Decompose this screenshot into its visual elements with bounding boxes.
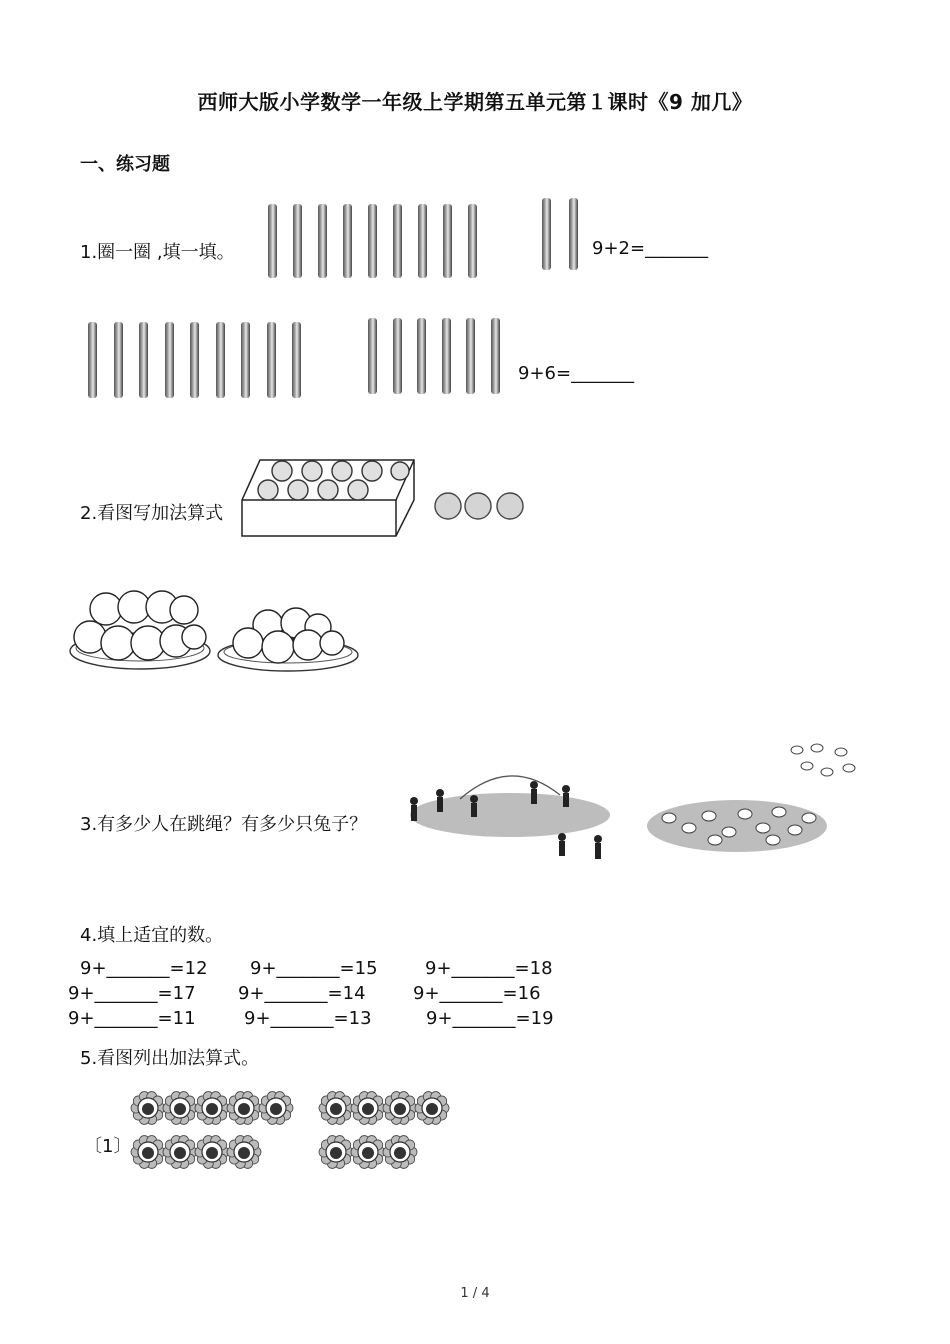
counting-stick <box>293 204 302 278</box>
flower-icon <box>163 1136 197 1169</box>
q4-row3-eq2: 9+_______=13 <box>244 1008 372 1029</box>
counting-stick <box>569 198 578 270</box>
q1-equation-1: 9+2=_______ <box>592 238 709 259</box>
flower-icon <box>383 1092 417 1125</box>
flower-icon <box>351 1136 385 1169</box>
q4-row1-eq2: 9+_______=15 <box>250 958 378 979</box>
counting-stick <box>442 318 451 394</box>
counting-stick <box>292 322 301 398</box>
rabbits-illustration <box>645 740 865 860</box>
counting-stick <box>393 318 402 394</box>
counting-stick <box>368 318 377 394</box>
ball-box-illustration <box>240 456 540 541</box>
counting-stick <box>491 318 500 394</box>
flower-icon <box>227 1136 261 1169</box>
counting-stick <box>443 204 452 278</box>
q4-row1-eq1: 9+_______=12 <box>80 958 208 979</box>
q2-label: 2.看图写加法算式 <box>80 503 224 524</box>
flower-icon <box>131 1136 165 1169</box>
flower-icon <box>415 1092 449 1125</box>
page-title: 西师大版小学数学一年级上学期第五单元第１课时《9 加几》 <box>197 90 753 114</box>
page-number: 1 / 4 <box>460 1286 490 1301</box>
counting-stick <box>542 198 551 270</box>
q3-label: 3.有多少人在跳绳？有多少只兔子？ <box>80 814 368 835</box>
flower-icon <box>383 1136 417 1169</box>
counting-stick <box>216 322 225 398</box>
flower-icon <box>259 1092 293 1125</box>
flower-icon <box>351 1092 385 1125</box>
q4-row2-eq1: 9+_______=17 <box>68 983 196 1004</box>
q1-equation-2: 9+6=_______ <box>518 363 635 384</box>
counting-stick <box>114 322 123 398</box>
counting-stick <box>190 322 199 398</box>
flower-icon <box>319 1136 353 1169</box>
counting-stick <box>88 322 97 398</box>
counting-stick <box>418 204 427 278</box>
q4-row3-eq3: 9+_______=19 <box>426 1008 554 1029</box>
flower-icon <box>195 1136 229 1169</box>
counting-stick <box>417 318 426 394</box>
rope-skipping-illustration <box>400 765 620 885</box>
section-heading: 一、练习题 <box>80 154 170 175</box>
counting-stick <box>368 204 377 278</box>
counting-stick <box>267 322 276 398</box>
counting-stick <box>241 322 250 398</box>
counting-stick <box>318 204 327 278</box>
q4-row3-eq1: 9+_______=11 <box>68 1008 196 1029</box>
counting-stick <box>268 204 277 278</box>
counting-stick <box>393 204 402 278</box>
counting-stick <box>165 322 174 398</box>
flowers-illustration <box>128 1088 468 1178</box>
q5-sub-label: 〔1〕 <box>84 1136 132 1157</box>
q4-row1-eq3: 9+_______=18 <box>425 958 553 979</box>
counting-stick <box>468 204 477 278</box>
q4-row2-eq2: 9+_______=14 <box>238 983 366 1004</box>
flower-icon <box>131 1092 165 1125</box>
q4-label: 4.填上适宜的数。 <box>80 925 224 946</box>
flower-icon <box>195 1092 229 1125</box>
q1-label: 1.圈一圈 ,填一填。 <box>80 242 235 263</box>
flower-icon <box>319 1092 353 1125</box>
q4-row2-eq3: 9+_______=16 <box>413 983 541 1004</box>
apple-plates-illustration <box>68 585 368 675</box>
counting-stick <box>343 204 352 278</box>
flower-icon <box>227 1092 261 1125</box>
counting-stick <box>466 318 475 394</box>
counting-stick <box>139 322 148 398</box>
q5-label: 5.看图列出加法算式。 <box>80 1048 260 1069</box>
flower-icon <box>163 1092 197 1125</box>
